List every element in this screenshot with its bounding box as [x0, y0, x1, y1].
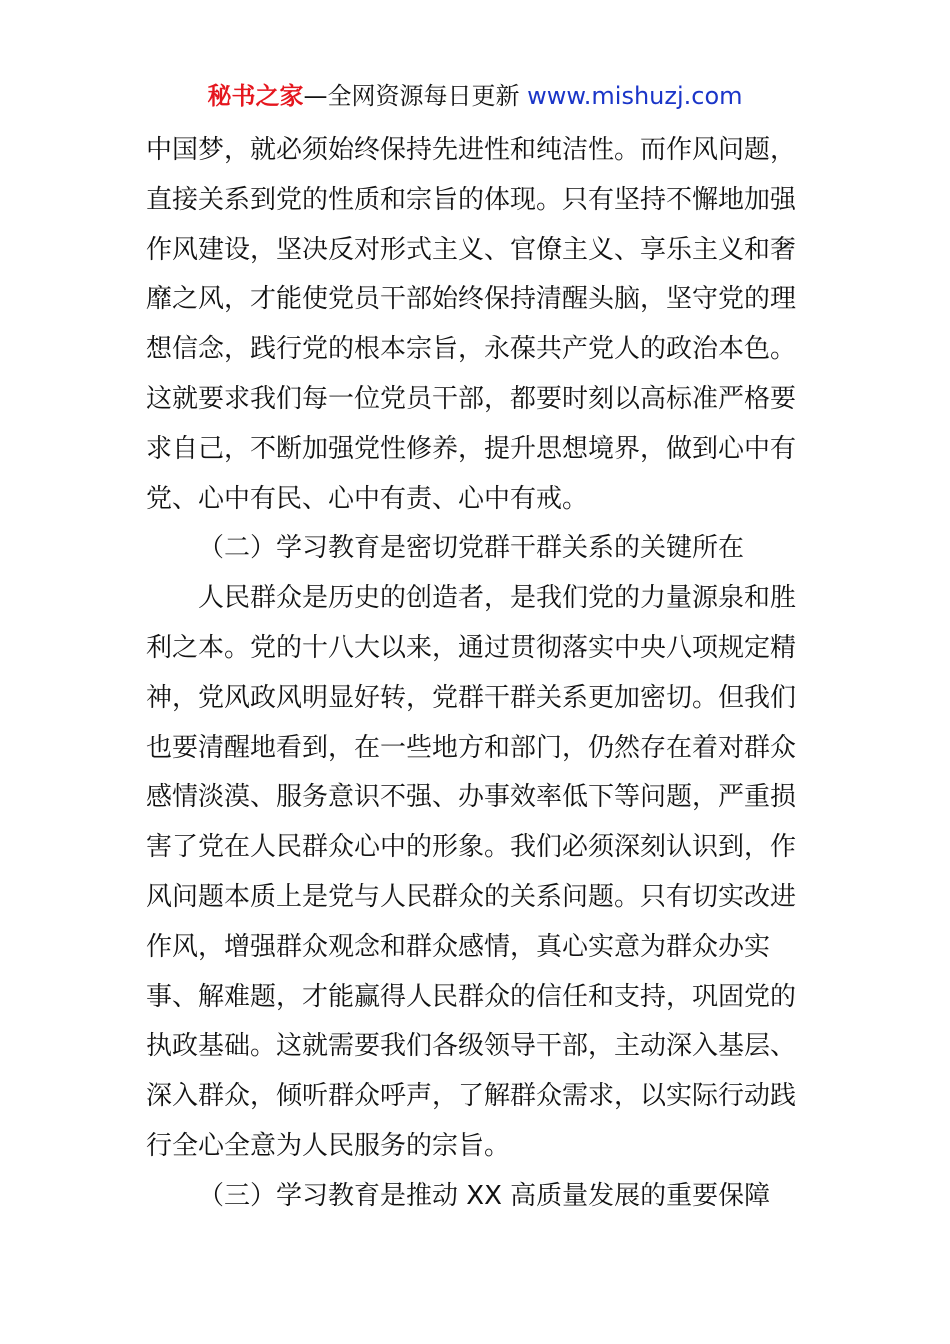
site-header [0, 80, 950, 112]
text-line: 这就要求我们每一位党员干部，都要时刻以高标准严格要 [146, 383, 797, 414]
section-heading: （二）学习教育是密切党群干群关系的关键所在 [198, 533, 745, 564]
text-line: 利之本。党的十八大以来，通过贯彻落实中央八项规定精 [146, 632, 797, 663]
text-line: 也要清醒地看到，在一些地方和部门，仍然存在着对群众 [146, 732, 797, 763]
text-line: 神，党风政风明显好转，党群干群关系更加密切。但我们 [146, 682, 797, 713]
text-line: 感情淡漠、服务意识不强、办事效率低下等问题，严重损 [146, 782, 797, 813]
text-line: 深入群众，倾听群众呼声，了解群众需求，以实际行动践 [146, 1081, 797, 1112]
paragraph-start-line: 人民群众是历史的创造者，是我们党的力量源泉和胜 [198, 583, 797, 614]
text-line: 作风，增强群众观念和群众感情，真心实意为群众办实 [146, 931, 771, 962]
text-line: 中国梦，就必须始终保持先进性和纯洁性。而作风问题， [146, 135, 797, 165]
text-line: 想信念，践行党的根本宗旨，永葆共产党人的政治本色。 [146, 334, 797, 365]
text-line: 风问题本质上是党与人民群众的关系问题。只有切实改进 [146, 881, 797, 912]
text-line: 行全心全意为人民服务的宗旨。 [146, 1130, 511, 1161]
text-line: 事、解难题，才能赢得人民群众的信任和支持，巩固党的 [146, 981, 797, 1012]
text-line: 害了党在人民群众心中的形象。我们必须深刻认识到，作 [146, 832, 797, 863]
site-tagline: —全网资源每日更新 [303, 82, 528, 110]
text-line: 靡之风，才能使党员干部始终保持清醒头脑，坚守党的理 [146, 284, 797, 315]
document-body [146, 126, 816, 1222]
section-heading: （三）学习教育是推动 XX 高质量发展的重要保障 [198, 1180, 771, 1211]
text-line: 求自己，不断加强党性修养，提升思想境界，做到心中有 [146, 433, 797, 464]
site-brand: 秘书之家 [207, 82, 304, 110]
text-line: 执政基础。这就需要我们各级领导干部，主动深入基层、 [146, 1031, 797, 1062]
text-line: 党、心中有民、心中有责、心中有戒。 [146, 483, 589, 514]
text-line: 作风建设，坚决反对形式主义、官僚主义、享乐主义和奢 [146, 234, 797, 265]
text-line: 直接关系到党的性质和宗旨的体现。只有坚持不懈地加强 [146, 184, 797, 215]
site-url-link[interactable]: www.mishuzj.com [527, 82, 743, 110]
